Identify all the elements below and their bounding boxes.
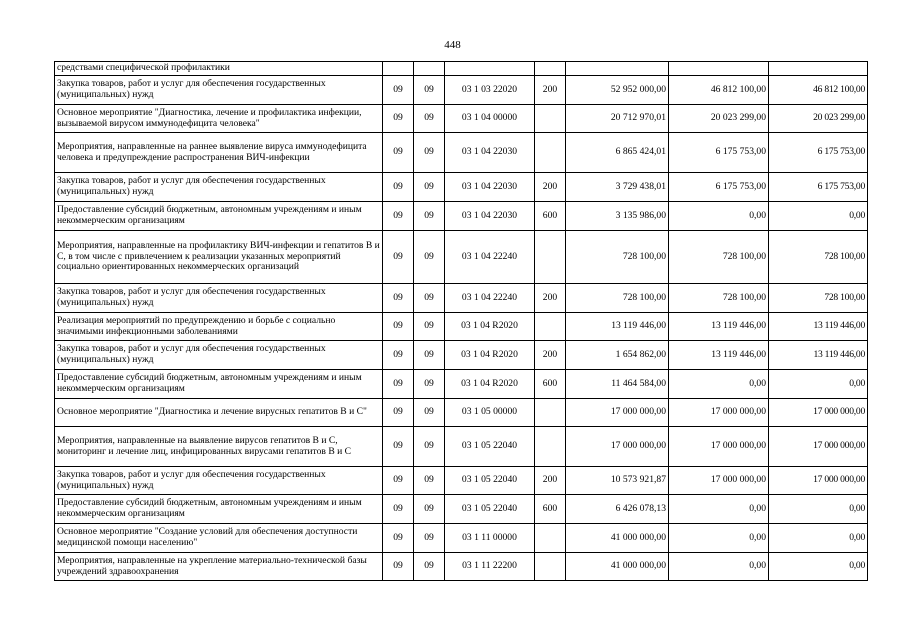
cell-section: 09 xyxy=(383,427,414,467)
cell-target-article: 03 1 04 R2020 xyxy=(445,313,535,341)
cell-name: Мероприятия, направленные на раннее выявление вируса иммунодефицита человека и предупреждение распространения ВИЧ-инфекции xyxy=(55,133,383,173)
cell-name: Реализация мероприятий по предупреждению и борьбе с социально значимыми инфекционными заболеваниями xyxy=(55,313,383,341)
cell-subsection xyxy=(414,62,445,76)
cell-target-article: 03 1 04 22240 xyxy=(445,231,535,284)
cell-amount-2: 17 000 000,00 xyxy=(669,399,769,427)
cell-subsection: 09 xyxy=(414,105,445,133)
cell-amount-1: 52 952 000,00 xyxy=(566,76,669,105)
cell-target-article xyxy=(445,62,535,76)
table-row xyxy=(55,62,868,76)
page-number: 448 xyxy=(444,39,461,51)
cell-subsection: 09 xyxy=(414,231,445,284)
table-row xyxy=(55,313,868,341)
cell-expense-type: 200 xyxy=(535,284,566,313)
cell-target-article: 03 1 05 22040 xyxy=(445,427,535,467)
cell-target-article: 03 1 04 22030 xyxy=(445,173,535,202)
cell-subsection: 09 xyxy=(414,399,445,427)
cell-section: 09 xyxy=(383,341,414,370)
cell-amount-3: 13 119 446,00 xyxy=(769,341,868,370)
cell-name: Закупка товаров, работ и услуг для обеспечения государственных (муниципальных) нужд xyxy=(55,173,383,202)
cell-name: Мероприятия, направленные на выявление вирусов гепатитов В и С, мониторинг и лечение лиц, инфицированных вирусами гепатитов В и С xyxy=(55,427,383,467)
cell-section: 09 xyxy=(383,370,414,399)
table-row xyxy=(55,341,868,370)
cell-section: 09 xyxy=(383,231,414,284)
cell-name: Предоставление субсидий бюджетным, автономным учреждениям и иным некоммерческим организациям xyxy=(55,202,383,231)
cell-amount-3: 0,00 xyxy=(769,553,868,581)
cell-amount-1: 17 000 000,00 xyxy=(566,399,669,427)
cell-amount-1: 20 712 970,01 xyxy=(566,105,669,133)
cell-amount-1: 17 000 000,00 xyxy=(566,427,669,467)
cell-amount-2: 20 023 299,00 xyxy=(669,105,769,133)
cell-amount-2: 0,00 xyxy=(669,202,769,231)
cell-expense-type xyxy=(535,524,566,553)
table-row xyxy=(55,202,868,231)
cell-target-article: 03 1 05 00000 xyxy=(445,399,535,427)
cell-expense-type xyxy=(535,553,566,581)
cell-subsection: 09 xyxy=(414,495,445,524)
cell-expense-type: 600 xyxy=(535,370,566,399)
cell-amount-2: 13 119 446,00 xyxy=(669,313,769,341)
cell-amount-1: 3 135 986,00 xyxy=(566,202,669,231)
cell-section: 09 xyxy=(383,495,414,524)
cell-expense-type xyxy=(535,313,566,341)
cell-section: 09 xyxy=(383,553,414,581)
cell-amount-2: 17 000 000,00 xyxy=(669,427,769,467)
table-row xyxy=(55,427,868,467)
cell-amount-2: 728 100,00 xyxy=(669,284,769,313)
cell-section: 09 xyxy=(383,467,414,495)
cell-name: Основное мероприятие "Диагностика и лечение вирусных гепатитов В и С" xyxy=(55,399,383,427)
cell-expense-type xyxy=(535,62,566,76)
cell-target-article: 03 1 04 00000 xyxy=(445,105,535,133)
table-row xyxy=(55,133,868,173)
cell-amount-3: 17 000 000,00 xyxy=(769,467,868,495)
cell-section: 09 xyxy=(383,524,414,553)
cell-name: Основное мероприятие "Создание условий для обеспечения доступности медицинской помощи населению" xyxy=(55,524,383,553)
cell-expense-type: 200 xyxy=(535,341,566,370)
cell-amount-2: 17 000 000,00 xyxy=(669,467,769,495)
cell-section: 09 xyxy=(383,202,414,231)
cell-target-article: 03 1 05 22040 xyxy=(445,467,535,495)
cell-amount-2: 0,00 xyxy=(669,524,769,553)
cell-subsection: 09 xyxy=(414,284,445,313)
budget-table xyxy=(54,61,868,581)
cell-expense-type: 200 xyxy=(535,173,566,202)
table-row xyxy=(55,495,868,524)
cell-amount-1: 728 100,00 xyxy=(566,284,669,313)
cell-expense-type xyxy=(535,399,566,427)
table-row xyxy=(55,370,868,399)
cell-amount-3: 17 000 000,00 xyxy=(769,427,868,467)
cell-amount-1: 41 000 000,00 xyxy=(566,524,669,553)
cell-expense-type: 200 xyxy=(535,76,566,105)
cell-name: Предоставление субсидий бюджетным, автономным учреждениям и иным некоммерческим организациям xyxy=(55,495,383,524)
cell-section: 09 xyxy=(383,105,414,133)
table-row xyxy=(55,284,868,313)
cell-amount-3: 46 812 100,00 xyxy=(769,76,868,105)
table-row xyxy=(55,173,868,202)
cell-amount-1: 728 100,00 xyxy=(566,231,669,284)
cell-name: средствами специфической профилактики xyxy=(55,62,383,76)
cell-section: 09 xyxy=(383,133,414,173)
cell-name: Мероприятия, направленные на укрепление материально-технической базы учреждений здравоохранения xyxy=(55,553,383,581)
cell-section: 09 xyxy=(383,76,414,105)
cell-expense-type: 200 xyxy=(535,467,566,495)
cell-name: Закупка товаров, работ и услуг для обеспечения государственных (муниципальных) нужд xyxy=(55,341,383,370)
cell-expense-type xyxy=(535,105,566,133)
cell-section: 09 xyxy=(383,284,414,313)
table-row xyxy=(55,467,868,495)
cell-amount-2: 0,00 xyxy=(669,370,769,399)
cell-amount-1: 1 654 862,00 xyxy=(566,341,669,370)
table-row xyxy=(55,524,868,553)
cell-name: Закупка товаров, работ и услуг для обеспечения государственных (муниципальных) нужд xyxy=(55,76,383,105)
table-row xyxy=(55,105,868,133)
cell-amount-1: 41 000 000,00 xyxy=(566,553,669,581)
cell-target-article: 03 1 04 22030 xyxy=(445,202,535,231)
cell-name: Закупка товаров, работ и услуг для обеспечения государственных (муниципальных) нужд xyxy=(55,284,383,313)
cell-subsection: 09 xyxy=(414,76,445,105)
cell-target-article: 03 1 04 R2020 xyxy=(445,370,535,399)
cell-amount-3: 17 000 000,00 xyxy=(769,399,868,427)
cell-subsection: 09 xyxy=(414,313,445,341)
cell-amount-1 xyxy=(566,62,669,76)
cell-name: Предоставление субсидий бюджетным, автономным учреждениям и иным некоммерческим организациям xyxy=(55,370,383,399)
cell-amount-3 xyxy=(769,62,868,76)
table-row xyxy=(55,553,868,581)
cell-name: Закупка товаров, работ и услуг для обеспечения государственных (муниципальных) нужд xyxy=(55,467,383,495)
cell-subsection: 09 xyxy=(414,370,445,399)
cell-amount-3: 6 175 753,00 xyxy=(769,133,868,173)
cell-amount-3: 728 100,00 xyxy=(769,231,868,284)
cell-subsection: 09 xyxy=(414,553,445,581)
cell-amount-2: 728 100,00 xyxy=(669,231,769,284)
cell-amount-2: 0,00 xyxy=(669,553,769,581)
cell-target-article: 03 1 04 22240 xyxy=(445,284,535,313)
cell-subsection: 09 xyxy=(414,133,445,173)
cell-amount-3: 0,00 xyxy=(769,370,868,399)
cell-target-article: 03 1 03 22020 xyxy=(445,76,535,105)
cell-expense-type: 600 xyxy=(535,495,566,524)
cell-subsection: 09 xyxy=(414,173,445,202)
cell-target-article: 03 1 11 00000 xyxy=(445,524,535,553)
cell-subsection: 09 xyxy=(414,427,445,467)
cell-amount-1: 13 119 446,00 xyxy=(566,313,669,341)
cell-amount-3: 0,00 xyxy=(769,524,868,553)
table-row xyxy=(55,399,868,427)
cell-expense-type xyxy=(535,231,566,284)
cell-amount-3: 0,00 xyxy=(769,202,868,231)
cell-target-article: 03 1 11 22200 xyxy=(445,553,535,581)
cell-target-article: 03 1 05 22040 xyxy=(445,495,535,524)
cell-amount-2: 0,00 xyxy=(669,495,769,524)
cell-amount-2 xyxy=(669,62,769,76)
cell-amount-3: 0,00 xyxy=(769,495,868,524)
cell-amount-1: 6 865 424,01 xyxy=(566,133,669,173)
cell-subsection: 09 xyxy=(414,524,445,553)
cell-subsection: 09 xyxy=(414,202,445,231)
cell-amount-3: 13 119 446,00 xyxy=(769,313,868,341)
cell-amount-2: 13 119 446,00 xyxy=(669,341,769,370)
cell-amount-2: 6 175 753,00 xyxy=(669,173,769,202)
cell-subsection: 09 xyxy=(414,341,445,370)
cell-amount-1: 3 729 438,01 xyxy=(566,173,669,202)
cell-amount-2: 6 175 753,00 xyxy=(669,133,769,173)
cell-expense-type xyxy=(535,427,566,467)
cell-subsection: 09 xyxy=(414,467,445,495)
cell-amount-1: 10 573 921,87 xyxy=(566,467,669,495)
cell-amount-1: 6 426 078,13 xyxy=(566,495,669,524)
cell-amount-1: 11 464 584,00 xyxy=(566,370,669,399)
cell-name: Основное мероприятие "Диагностика, лечение и профилактика инфекции, вызываемой вирусом иммунодефицита человека" xyxy=(55,105,383,133)
table-row xyxy=(55,231,868,284)
cell-amount-2: 46 812 100,00 xyxy=(669,76,769,105)
cell-section: 09 xyxy=(383,313,414,341)
cell-target-article: 03 1 04 R2020 xyxy=(445,341,535,370)
cell-amount-3: 20 023 299,00 xyxy=(769,105,868,133)
cell-section xyxy=(383,62,414,76)
cell-expense-type xyxy=(535,133,566,173)
cell-section: 09 xyxy=(383,399,414,427)
cell-name: Мероприятия, направленные на профилактику ВИЧ-инфекции и гепатитов В и С, в том числе с привлечением к реализации указанных мероприятий социально ориентированных некоммерческих организаций xyxy=(55,231,383,284)
cell-amount-3: 728 100,00 xyxy=(769,284,868,313)
cell-target-article: 03 1 04 22030 xyxy=(445,133,535,173)
cell-amount-3: 6 175 753,00 xyxy=(769,173,868,202)
table-row xyxy=(55,76,868,105)
cell-expense-type: 600 xyxy=(535,202,566,231)
cell-section: 09 xyxy=(383,173,414,202)
